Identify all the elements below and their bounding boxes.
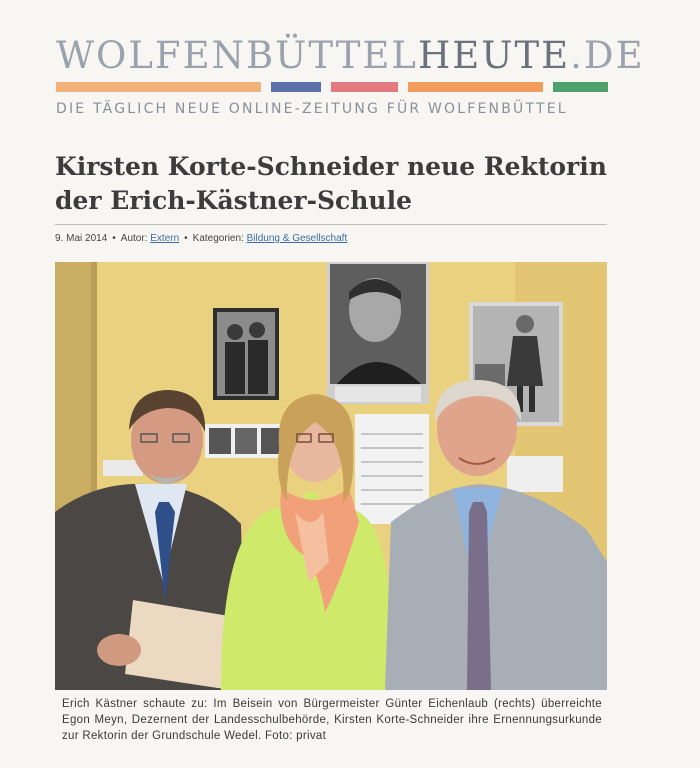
wall-note — [507, 456, 563, 492]
meta-separator: • — [112, 233, 116, 244]
photo-caption: Erich Kästner schaute zu: Im Beisein von Bürgermeister Günter Eichenlaub (rechts) überreichte Egon Meyn, Dezernent der Landesschulbehörde, Kirsten Korte-Schneider ihre Ernennungsurkunde zur Rektorin der Grundschule Wedel. Foto: privat — [62, 698, 602, 742]
photo-illustration — [55, 262, 607, 690]
color-bar-orange-2 — [408, 82, 543, 92]
color-bar-red — [331, 82, 398, 92]
logo-text-part3: .DE — [570, 34, 645, 77]
logo-text-part2: HEUTE — [418, 34, 571, 77]
color-bar-orange — [56, 82, 261, 92]
article-title: Kirsten Korte-Schneider neue Rektorin der Erich-Kästner-Schule — [55, 152, 607, 215]
logo-text-part1: WOLFENBÜTTEL — [56, 34, 418, 77]
color-bar-green — [553, 82, 608, 92]
color-bars — [56, 82, 608, 92]
masthead — [56, 34, 645, 117]
article-date: 9. Mai 2014 — [55, 233, 108, 244]
category-link[interactable]: Bildung & Gesellschaft — [246, 233, 348, 244]
meta-separator: • — [184, 233, 188, 244]
author-link[interactable]: Extern — [150, 233, 180, 244]
author-label: Autor: — [120, 233, 148, 244]
color-bar-blue — [271, 82, 321, 92]
site-logo[interactable] — [56, 34, 645, 78]
article-meta — [55, 233, 347, 244]
category-label: Kategorien: — [192, 233, 244, 244]
tagline: DIE TÄGLICH NEUE ONLINE-ZEITUNG FÜR WOLFENBÜTTEL — [56, 101, 568, 117]
wall-portrait-kaestner — [327, 262, 429, 404]
wall-portrait-two-men — [213, 308, 279, 400]
title-divider — [55, 224, 607, 225]
article-photo — [55, 262, 607, 690]
